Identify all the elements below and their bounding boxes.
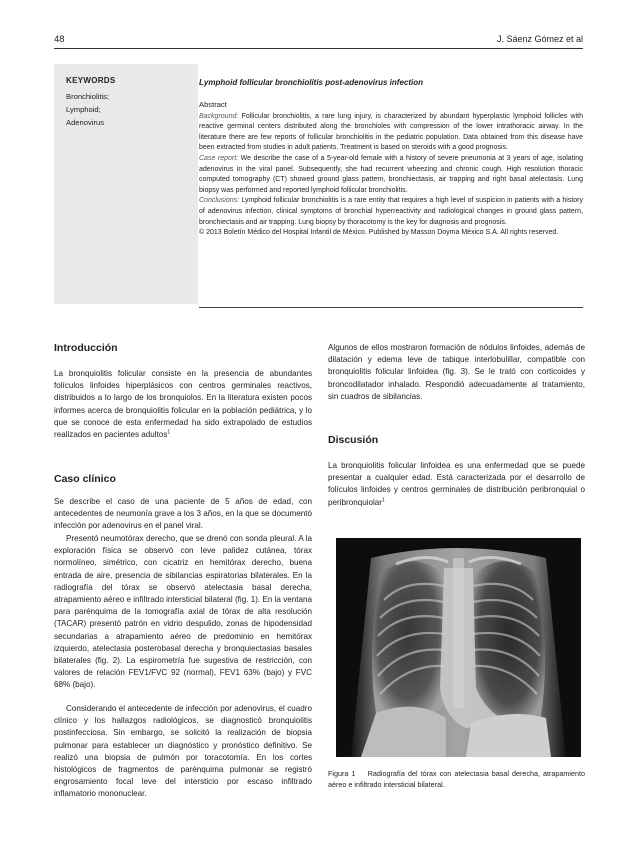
- case-paragraph-continued: Algunos de ellos mostraron formación de nódulos linfoides, además de dilatación y edema leve de tabique interlobulillar, compatible con bronquiolitis folicular linfoidea (fig. 3). Se le trató con corticoides y broncodilatador inhalado. Respondió adecuadamente al tratamiento, sin cuadros de sibilancias.: [328, 343, 585, 401]
- intro-paragraph: [54, 368, 312, 441]
- case-report-text: We describe the case of a 5-year-old female with a history of severe pneumonia at 3 years of age, isolating adenovirus in the viral panel. Subsequently, she had recurrent wheezing and chronic cough. High resolution thoracic computed tomography (CT) showed ground glass pattern, bronchiectasis, air trapping and right basal atelectasis. Lung biopsy was performed and reported lymphoid follicular bronchiolitis.: [199, 154, 583, 194]
- figure-caption-text: Radiografía del tórax con atelectasia basal derecha, atrapamiento aéreo e infiltrado intersticial bilateral.: [328, 769, 585, 789]
- figure-label: Figura 1: [328, 769, 356, 778]
- discussion-heading: Discusión: [328, 434, 379, 446]
- article-title-english: Lymphoid follicular bronchiolitis post-adenovirus infection: [199, 78, 424, 87]
- keywords-list: [66, 90, 109, 129]
- discussion-paragraph: [328, 460, 585, 509]
- running-author: J. Sáenz Gómez et al: [496, 34, 583, 44]
- case-paragraph-3: Considerando el antecedente de infección por adenovirus, el cuadro clínico y los hallazgos radiológicos, se diagnosticó bronquiolitis postinfecciosa. Sin embargo, se solicitó la realización de biopsia pulmonar para establecer un diagnóstico y pronóstico definitivo. Se realizó una biopsia de pulmón por toracotomía. En los cortes histológicos de fragmentos de parénquima pulmonar se registró engrosamiento focal leve del intersticio por escaso infiltrado inflamatorio mononuclear.: [54, 704, 312, 799]
- case-paragraph-1: Se describe el caso de una paciente de 5 años de edad, con antecedentes de neumonía grave a los 3 años, en la que se documentó infección por adenovirus en el panel viral.: [54, 497, 312, 531]
- conclusions-text: Lymphoid follicular bronchiolitis is a rare entity that requires a high level of suspicion in patients with a history of adenovirus infection, clinical symptoms of bronchial hyperreactivity and radiological changes in ground glass pattern, bronchiectasis and air trapping. Lung biopsy by thoracotomy is the key for diagnosis and prognosis.: [199, 197, 583, 226]
- figure-caption: [328, 768, 585, 790]
- copyright-notice: © 2013 Boletín Médico del Hospital Infantil de México. Published by Masson Doyma México S.A. All rights reserved.: [199, 229, 559, 237]
- abstract-body: [199, 100, 583, 239]
- background-label: Background:: [199, 112, 239, 120]
- chest-xray-illustration: [336, 538, 581, 757]
- page-number: 48: [54, 34, 65, 45]
- case-report-label: Case report:: [199, 154, 239, 162]
- intro-ref: 1: [167, 429, 171, 436]
- keyword-item: Lymphoid;: [66, 105, 101, 114]
- discussion-ref: 1: [382, 496, 385, 503]
- case-heading: Caso clínico: [54, 473, 116, 485]
- discussion-text: La bronquiolitis folicular linfoidea es una enfermedad que se puede presentar a cualquier edad. Está caracterizada por el desarrollo de folículos linfoides y centros germinales de distribución peribronquial o peribronquiolar: [328, 461, 585, 507]
- abstract-rule: [199, 307, 583, 308]
- keyword-item: Adenovirus: [66, 118, 104, 127]
- abstract-block: [199, 64, 583, 304]
- chest-xray-image: [336, 538, 581, 757]
- abstract-heading: Abstract: [199, 100, 227, 109]
- keywords-title: KEYWORDS: [66, 76, 116, 85]
- keyword-item: Bronchiolitis;: [66, 92, 110, 101]
- conclusions-label: Conclusions:: [199, 197, 240, 205]
- case-paragraph-2: Presentó neumotórax derecho, que se drenó con sonda pleural. A la exploración física se observó con leve palidez cutánea, tórax normolíneo, simétrico, con cicatriz en hemitórax derecho, buena entrada de aire, presencia de sibilancias espiratorias bilaterales. En la radiografía del tórax se observó atelectasia basal derecha, atrapamiento aéreo e infiltrado intersticial bilateral (fig. 1). En la ventana para parénquima de la tomografía axial de tórax de alta resolución (TACAR) presentó patrón en vidrio despulido, zonas de hipodensidad secundarias a atrapamiento aéreo de predominio en hemitórax izquierdo, atelectasia posterobasal derecha y bronquiectasias basales bilaterales (fig. 2). La espirometría fue sugestiva de restricción, con valores de relación FEV1/FVC 92 (normal), FEV1 63% (bajo) y FVC 68% (bajo).: [54, 534, 312, 690]
- background-text: Follicular bronchiolitis, a rare lung injury, is characterized by abundant hyperplastic lymphoid follicles with reactive germinal centers distributed along the bronchioles with compression of the lower intrathoracic airway. In the literature there are few reports of follicular bronchiolitis in the pediatric population. Data obtained from this disease have been extracted from studies in adult patients. Treatment is based on steroids with a good prognosis.: [199, 112, 583, 152]
- intro-text: La bronquiolitis folicular consiste en la presencia de abundantes folículos linfoides hiperplásicos con centros germinales reactivos, distribuidos a lo largo de los bronquiolos. En la literatura existen pocos informes acerca de bronquiolitis folicular en la población pediátrica, y lo que se conoce de esta enfermedad ha sido extrapolado de estudios realizados en pacientes adultos: [54, 369, 312, 440]
- keywords-box: [54, 64, 198, 304]
- intro-heading: Introducción: [54, 342, 118, 354]
- header-rule: [54, 48, 583, 49]
